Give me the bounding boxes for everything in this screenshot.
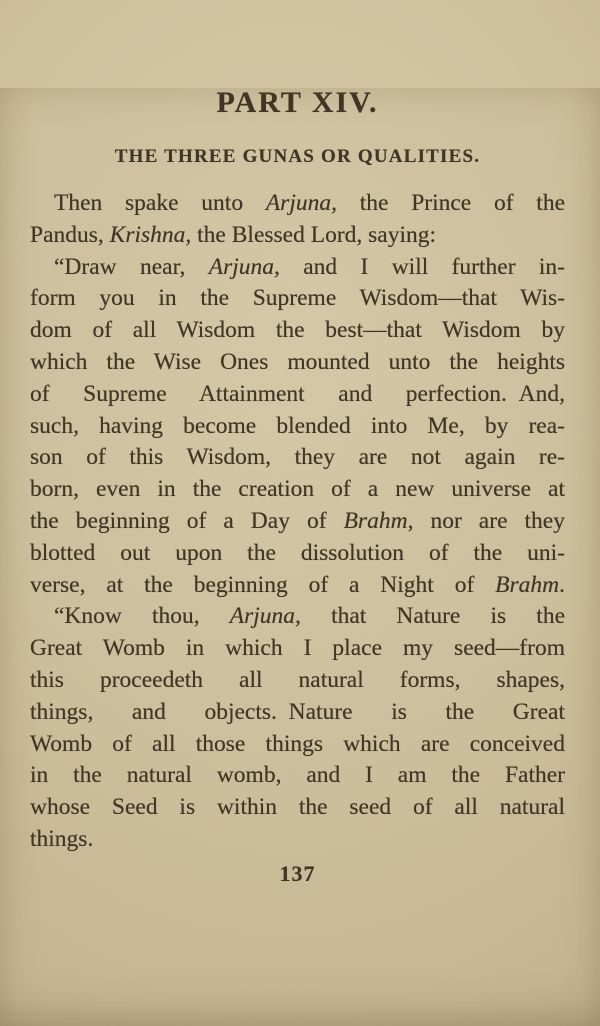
text-line: Womb of all those things which are conceived: [30, 730, 565, 757]
italic-term: Brahm: [495, 571, 560, 598]
text-line: this proceedeth all natural forms, shapes,: [30, 666, 565, 693]
text-line: form you in the Supreme Wisdom—that Wis-: [30, 285, 565, 312]
text-line: whose Seed is within the seed of all natural: [30, 794, 565, 821]
text-line: the beginning of a Day of Brahm, nor are they: [30, 507, 565, 534]
text-line: things, and objects. Nature is the Great: [30, 698, 565, 725]
book-page: [0, 88, 600, 885]
text-line: “Draw near, Arjuna, and I will further in-: [54, 253, 566, 280]
text-line: born, even in the creation of a new universe at: [30, 476, 565, 503]
text-line: which the Wise Ones mounted unto the heights: [30, 348, 565, 375]
italic-term: Arjuna,: [229, 603, 301, 630]
text-line: such, having become blended into Me, by rea-: [30, 412, 565, 439]
italic-term: Arjuna,: [208, 253, 280, 280]
text-line: dom of all Wisdom the best—that Wisdom by: [30, 317, 565, 344]
text-line: verse, at the beginning of a Night of Brahm.: [30, 571, 565, 598]
text-line: of Supreme Attainment and perfection. And,: [30, 380, 565, 407]
body-text: [30, 188, 565, 856]
text-line: things.: [30, 825, 94, 852]
text-line: Then spake unto Arjuna, the Prince of the: [54, 190, 566, 216]
paragraph: [30, 601, 565, 855]
italic-term: Brahm: [343, 507, 408, 534]
part-title: PART XIV.: [216, 86, 379, 119]
paragraph: [30, 252, 565, 602]
text-line: Great Womb in which I place my seed—from: [30, 635, 565, 662]
text-line: son of this Wisdom, they are not again re-: [30, 444, 565, 471]
chapter-subtitle: THE THREE GUNAS OR QUALITIES.: [114, 146, 481, 167]
text-line: in the natural womb, and I am the Father: [30, 762, 565, 789]
paragraph: [30, 188, 565, 252]
text-line: blotted out upon the dissolution of the uni-: [30, 539, 565, 566]
italic-term: Krishna,: [109, 221, 192, 248]
italic-term: Arjuna,: [265, 190, 337, 216]
text-line: Pandus, Krishna, the Blessed Lord, saying:: [30, 221, 437, 248]
text-line: “Know thou, Arjuna, that Nature is the: [54, 603, 565, 630]
page-number: 137: [279, 860, 316, 886]
